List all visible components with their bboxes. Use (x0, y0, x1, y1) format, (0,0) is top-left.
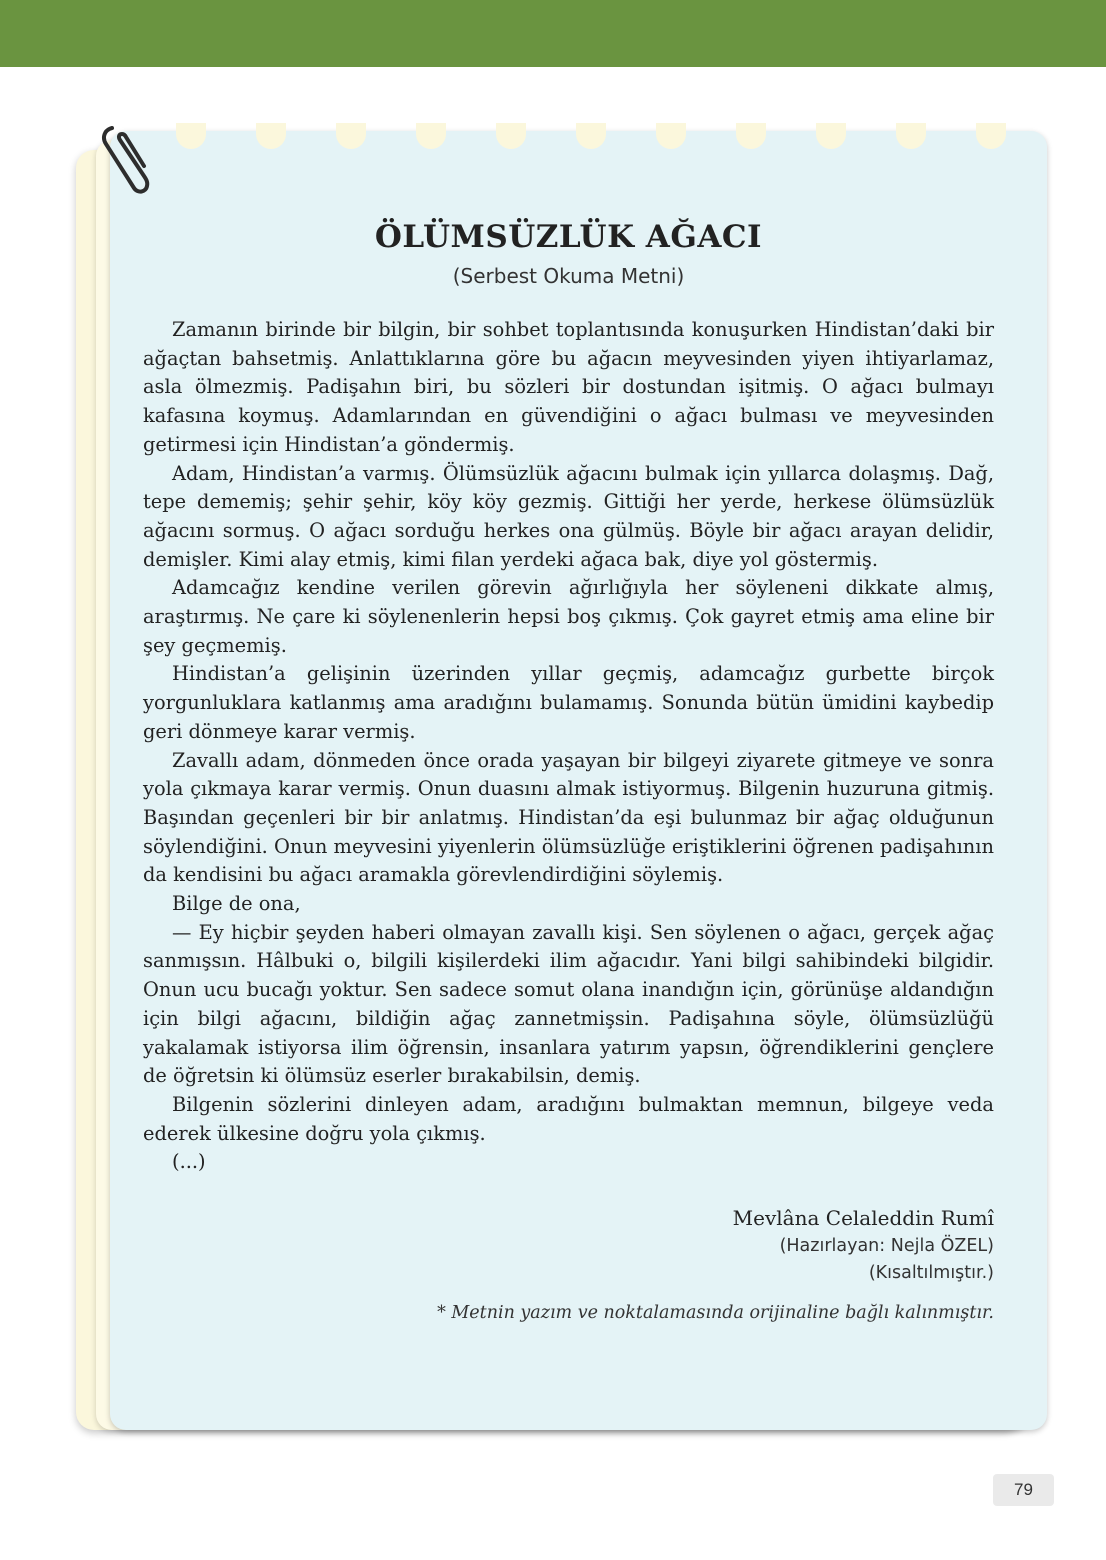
paragraph: — Ey hiçbir şeyden haberi olmayan zavallı kişi. Sen söylenen o ağacı, gerçek ağaç sanmışsın. Hâlbuki o, bilgili kişilerdeki ilim ağacıdır. Yani bilgi sahibindeki bilgidir. Onun ucu bucağı yoktur. Sen sadece somut olana inandığın için, görünüşe aldandığın için bilgi ağacını, bildiğin ağaç zannetmişsin. Padişahına söyle, ölümsüzlüğü yakalamak istiyorsa ilim öğrensin, insanlara yatırım yapsın, öğrendiklerini gençlere de öğretsin ki ölümsüz eserler bırakabilsin, demiş. (143, 920, 994, 1088)
paragraph: Bilge de ona, (172, 892, 301, 916)
article-body (143, 316, 994, 1177)
article-title: ÖLÜMSÜZLÜK AĞACI (374, 219, 763, 255)
paragraph: Zavallı adam, dönmeden önce orada yaşayan bir bilgeyi ziyarete gitmeye ve sonra yola çıkmaya karar vermiş. Onun duasını almak istiyormuş. Bilgenin huzuruna gitmiş. Başından geçenleri bir bir anlatmış. Hindistan’da eşi bulunmaz bir ağaç olduğunun söylendiğini. Onun meyvesini yiyenlerin ölümsüzlüğe eriştiklerini öğrenen padişahının da kendisini bu ağacı aramakla görevlendirdiğini söylemiş. (143, 748, 994, 887)
article (143, 215, 994, 1323)
footnote: * Metnin yazım ve noktalamasında orijinaline bağlı kalınmıştır. (437, 1303, 994, 1324)
binder-holes (110, 123, 1047, 153)
page-number: 79 (993, 1474, 1054, 1506)
paperclip-icon (98, 122, 154, 200)
paragraph: Zamanın birinde bir bilgin, bir sohbet toplantısında konuşurken Hindistan’daki bir ağaçtan bahsetmiş. Anlattıklarına göre bu ağacın meyvesinden yiyen ihtiyarlamaz, asla ölmezmiş. Padişahın biri, bu sözleri bir dostundan işitmiş. O ağacı bulmayı kafasına koymuş. Adamlarından en güvendiğini o ağacı bulması ve meyvesinden getirmesi için Hindistan’a göndermiş. (143, 318, 994, 456)
attribution (143, 1204, 994, 1287)
paragraph: Adam, Hindistan’a varmış. Ölümsüzlük ağacını bulmak için yıllarca dolaşmış. Dağ, tepe dememiş; şehir şehir, köy köy gezmiş. Gittiği her yerde, herkese ölümsüzlük ağacını sormuş. O ağacı sorduğu herkes ona gülmüş. Böyle bir ağacı arayan delidir, demişler. Kimi alay etmiş, kimi filan yerdeki ağaca bak, diye yol göstermiş. (143, 461, 994, 571)
paragraph: (...) (172, 1150, 206, 1174)
paragraph: Hindistan’a gelişinin üzerinden yıllar geçmiş, adamcağız gurbette birçok yorgunluklara katlanmış ama aradığını bulamamış. Sonunda bütün ümidini kaybedip geri dönmeye karar vermiş. (143, 662, 994, 743)
editor-credit: (Hazırlayan: Nejla ÖZEL) (779, 1236, 994, 1257)
abridged-note: (Kısaltılmıştır.) (868, 1263, 994, 1284)
paragraph: Bilgenin sözlerini dinleyen adam, aradığını bulmaktan memnun, bilgeye veda ederek ülkesine doğru yola çıkmış. (143, 1092, 994, 1145)
author-name: Mevlâna Celaleddin Rumî (732, 1206, 994, 1231)
paragraph: Adamcağız kendine verilen görevin ağırlığıyla her söyleneni dikkate almış, araştırmış. Ne çare ki söylenenlerin hepsi boş çıkmış. Çok gayret etmiş ama eline bir şey geçmemiş. (143, 576, 994, 657)
header-band (0, 0, 1106, 67)
article-subtitle: (Serbest Okuma Metni) (452, 264, 685, 288)
